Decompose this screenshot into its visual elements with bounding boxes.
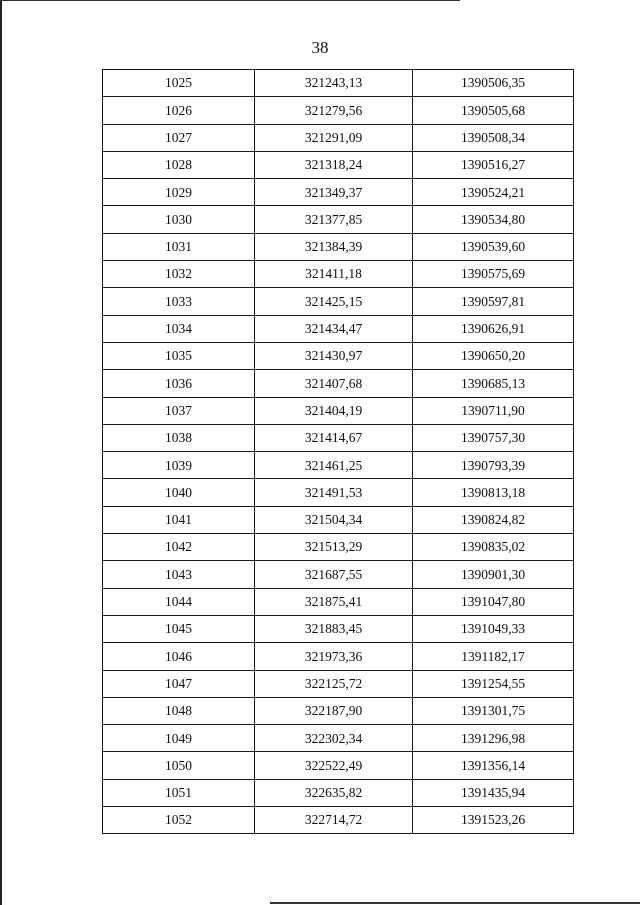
y-coordinate-cell: 1391049,33 bbox=[413, 615, 574, 642]
table-row bbox=[103, 670, 574, 697]
x-coordinate-cell: 321243,13 bbox=[255, 70, 413, 97]
y-coordinate-cell: 1390524,21 bbox=[413, 179, 574, 206]
point-number-cell: 1031 bbox=[103, 233, 255, 260]
point-number-cell: 1044 bbox=[103, 588, 255, 615]
table-row bbox=[103, 315, 574, 342]
point-number-cell: 1029 bbox=[103, 179, 255, 206]
table-row bbox=[103, 534, 574, 561]
point-number-cell: 1041 bbox=[103, 506, 255, 533]
point-number-cell: 1037 bbox=[103, 397, 255, 424]
table-row bbox=[103, 424, 574, 451]
x-coordinate-cell: 322714,72 bbox=[255, 807, 413, 834]
point-number-cell: 1034 bbox=[103, 315, 255, 342]
table-row bbox=[103, 261, 574, 288]
point-number-cell: 1045 bbox=[103, 615, 255, 642]
scan-edge-top bbox=[0, 0, 460, 1]
y-coordinate-cell: 1390539,60 bbox=[413, 233, 574, 260]
x-coordinate-cell: 322635,82 bbox=[255, 779, 413, 806]
x-coordinate-cell: 321425,15 bbox=[255, 288, 413, 315]
y-coordinate-cell: 1390516,27 bbox=[413, 151, 574, 178]
y-coordinate-cell: 1391356,14 bbox=[413, 752, 574, 779]
point-number-cell: 1027 bbox=[103, 124, 255, 151]
x-coordinate-cell: 322302,34 bbox=[255, 725, 413, 752]
coordinates-table bbox=[102, 69, 574, 834]
point-number-cell: 1046 bbox=[103, 643, 255, 670]
table-row bbox=[103, 288, 574, 315]
point-number-cell: 1040 bbox=[103, 479, 255, 506]
y-coordinate-cell: 1390685,13 bbox=[413, 370, 574, 397]
y-coordinate-cell: 1390650,20 bbox=[413, 342, 574, 369]
table-row bbox=[103, 233, 574, 260]
y-coordinate-cell: 1391435,94 bbox=[413, 779, 574, 806]
x-coordinate-cell: 321875,41 bbox=[255, 588, 413, 615]
coordinates-table-body bbox=[103, 70, 574, 834]
scan-edge-bottom bbox=[270, 902, 640, 904]
table-row bbox=[103, 397, 574, 424]
y-coordinate-cell: 1390506,35 bbox=[413, 70, 574, 97]
y-coordinate-cell: 1390508,34 bbox=[413, 124, 574, 151]
y-coordinate-cell: 1390505,68 bbox=[413, 97, 574, 124]
x-coordinate-cell: 321434,47 bbox=[255, 315, 413, 342]
table-row bbox=[103, 206, 574, 233]
y-coordinate-cell: 1390835,02 bbox=[413, 534, 574, 561]
table-row bbox=[103, 643, 574, 670]
point-number-cell: 1028 bbox=[103, 151, 255, 178]
x-coordinate-cell: 321504,34 bbox=[255, 506, 413, 533]
table-row bbox=[103, 561, 574, 588]
table-row bbox=[103, 697, 574, 724]
y-coordinate-cell: 1391254,55 bbox=[413, 670, 574, 697]
table-row bbox=[103, 725, 574, 752]
point-number-cell: 1039 bbox=[103, 452, 255, 479]
y-coordinate-cell: 1390575,69 bbox=[413, 261, 574, 288]
y-coordinate-cell: 1390534,80 bbox=[413, 206, 574, 233]
point-number-cell: 1035 bbox=[103, 342, 255, 369]
y-coordinate-cell: 1390813,18 bbox=[413, 479, 574, 506]
x-coordinate-cell: 321411,18 bbox=[255, 261, 413, 288]
x-coordinate-cell: 322522,49 bbox=[255, 752, 413, 779]
x-coordinate-cell: 321377,85 bbox=[255, 206, 413, 233]
x-coordinate-cell: 321404,19 bbox=[255, 397, 413, 424]
x-coordinate-cell: 321687,55 bbox=[255, 561, 413, 588]
x-coordinate-cell: 321414,67 bbox=[255, 424, 413, 451]
point-number-cell: 1048 bbox=[103, 697, 255, 724]
point-number-cell: 1030 bbox=[103, 206, 255, 233]
point-number-cell: 1043 bbox=[103, 561, 255, 588]
y-coordinate-cell: 1390597,81 bbox=[413, 288, 574, 315]
y-coordinate-cell: 1391523,26 bbox=[413, 807, 574, 834]
table-row bbox=[103, 615, 574, 642]
table-row bbox=[103, 588, 574, 615]
x-coordinate-cell: 322125,72 bbox=[255, 670, 413, 697]
table-row bbox=[103, 97, 574, 124]
y-coordinate-cell: 1391047,80 bbox=[413, 588, 574, 615]
x-coordinate-cell: 321349,37 bbox=[255, 179, 413, 206]
point-number-cell: 1026 bbox=[103, 97, 255, 124]
point-number-cell: 1042 bbox=[103, 534, 255, 561]
y-coordinate-cell: 1391182,17 bbox=[413, 643, 574, 670]
y-coordinate-cell: 1390824,82 bbox=[413, 506, 574, 533]
table-row bbox=[103, 779, 574, 806]
x-coordinate-cell: 322187,90 bbox=[255, 697, 413, 724]
y-coordinate-cell: 1391301,75 bbox=[413, 697, 574, 724]
table-row bbox=[103, 342, 574, 369]
x-coordinate-cell: 321491,53 bbox=[255, 479, 413, 506]
x-coordinate-cell: 321430,97 bbox=[255, 342, 413, 369]
point-number-cell: 1052 bbox=[103, 807, 255, 834]
x-coordinate-cell: 321384,39 bbox=[255, 233, 413, 260]
point-number-cell: 1025 bbox=[103, 70, 255, 97]
table-row bbox=[103, 452, 574, 479]
point-number-cell: 1050 bbox=[103, 752, 255, 779]
table-row bbox=[103, 124, 574, 151]
table-row bbox=[103, 752, 574, 779]
page-number: 38 bbox=[311, 38, 329, 57]
table-row bbox=[103, 151, 574, 178]
x-coordinate-cell: 321973,36 bbox=[255, 643, 413, 670]
point-number-cell: 1036 bbox=[103, 370, 255, 397]
point-number-cell: 1032 bbox=[103, 261, 255, 288]
x-coordinate-cell: 321318,24 bbox=[255, 151, 413, 178]
point-number-cell: 1051 bbox=[103, 779, 255, 806]
point-number-cell: 1049 bbox=[103, 725, 255, 752]
x-coordinate-cell: 321513,29 bbox=[255, 534, 413, 561]
x-coordinate-cell: 321407,68 bbox=[255, 370, 413, 397]
y-coordinate-cell: 1391296,98 bbox=[413, 725, 574, 752]
x-coordinate-cell: 321291,09 bbox=[255, 124, 413, 151]
table-row bbox=[103, 370, 574, 397]
table-row bbox=[103, 479, 574, 506]
table-row bbox=[103, 807, 574, 834]
point-number-cell: 1038 bbox=[103, 424, 255, 451]
point-number-cell: 1047 bbox=[103, 670, 255, 697]
table-row bbox=[103, 179, 574, 206]
x-coordinate-cell: 321461,25 bbox=[255, 452, 413, 479]
y-coordinate-cell: 1390757,30 bbox=[413, 424, 574, 451]
x-coordinate-cell: 321279,56 bbox=[255, 97, 413, 124]
y-coordinate-cell: 1390793,39 bbox=[413, 452, 574, 479]
y-coordinate-cell: 1390901,30 bbox=[413, 561, 574, 588]
point-number-cell: 1033 bbox=[103, 288, 255, 315]
y-coordinate-cell: 1390626,91 bbox=[413, 315, 574, 342]
table-row bbox=[103, 506, 574, 533]
scan-edge-left bbox=[0, 0, 2, 905]
x-coordinate-cell: 321883,45 bbox=[255, 615, 413, 642]
y-coordinate-cell: 1390711,90 bbox=[413, 397, 574, 424]
table-row bbox=[103, 70, 574, 97]
